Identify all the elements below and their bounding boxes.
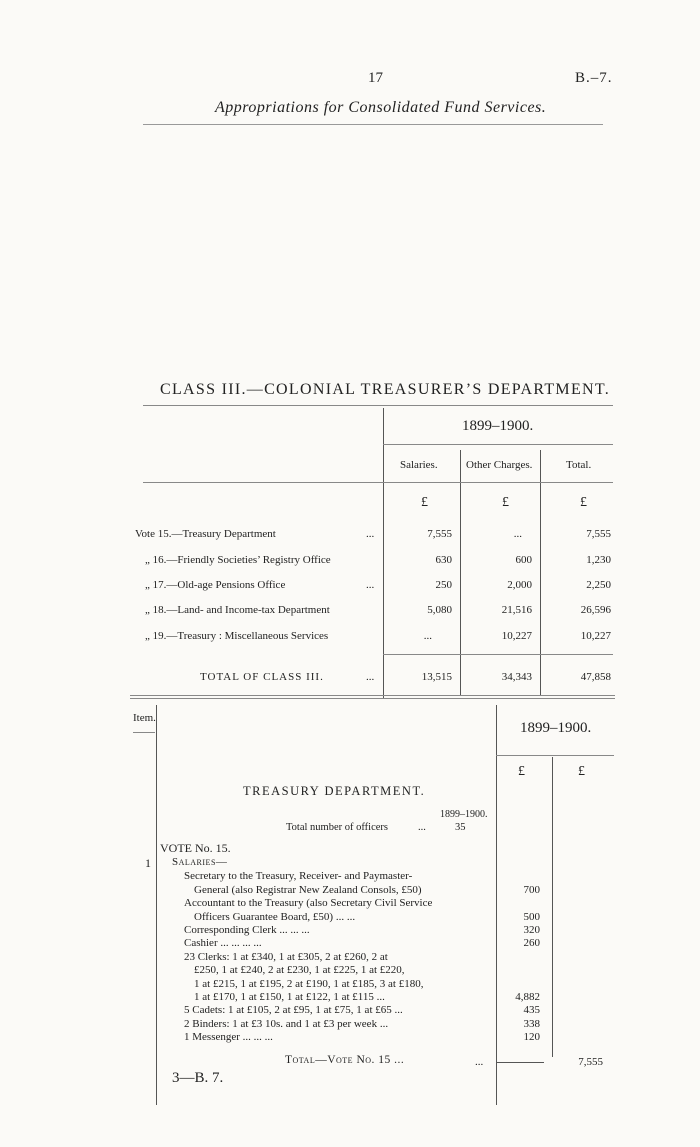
vote-row-salaries: 7,555 (427, 528, 452, 540)
vote-row-total: 1,230 (586, 554, 611, 566)
item-number: 1 (145, 856, 151, 870)
officers-dots: ... (418, 822, 426, 833)
col-other-header: Other Charges. (466, 459, 533, 471)
vote-row-label: Vote 15.—Treasury Department (135, 528, 276, 540)
detail-year-rule (496, 755, 614, 756)
vote-row-total: 10,227 (580, 630, 611, 642)
salary-line: Secretary to the Treasury, Receiver- and Paymaster- (184, 870, 413, 882)
class-total-other: 34,343 (501, 671, 532, 683)
summary-subtotal-rule (383, 654, 613, 655)
vote-total-dots: ... (475, 1056, 484, 1068)
salary-line: Accountant to the Treasury (also Secretary Civil Service (184, 897, 433, 909)
detail-year-heading: 1899–1900. (520, 720, 592, 736)
vote-row-other: 600 (515, 554, 532, 566)
signature-mark: 3—B. 7. (172, 1070, 224, 1086)
vote-row-label: „ 17.—Old-age Pensions Office (145, 579, 286, 591)
vote-row-label: „ 19.—Treasury : Miscellaneous Services (145, 630, 329, 642)
summary-top-rule (143, 405, 613, 406)
currency-other: £ (502, 495, 509, 510)
salary-amount: 435 (523, 1004, 540, 1016)
class-total-dots: ... (366, 671, 375, 683)
summary-col-divider-1 (460, 450, 461, 695)
salary-line: £250, 1 at £240, 2 at £230, 1 at £225, 1 at £220, (194, 964, 405, 976)
salary-amount: 260 (523, 937, 540, 949)
salary-line: General (also Registrar New Zealand Consols, £50) (194, 884, 422, 896)
detail-currency-2: £ (578, 764, 585, 779)
vote-row-other: 21,516 (501, 604, 532, 616)
summary-header-rule (143, 482, 613, 483)
salary-line: Corresponding Clerk ... ... ... (184, 924, 310, 936)
vote-row-dots: ... (366, 528, 375, 540)
class-total-total: 47,858 (580, 671, 611, 683)
salary-amount: 338 (523, 1018, 540, 1030)
currency-salaries: £ (421, 495, 428, 510)
vote-row-total: 2,250 (586, 579, 611, 591)
col-salaries-header: Salaries. (400, 459, 438, 471)
salary-amount: 120 (523, 1031, 540, 1043)
class-total-label: TOTAL OF CLASS III. (200, 671, 324, 683)
salary-line: 1 Messenger ... ... ... (184, 1031, 273, 1043)
class-heading: CLASS III.—COLONIAL TREASURER’S DEPARTMENT. (160, 381, 611, 398)
col-total-header: Total. (566, 459, 592, 471)
vote-heading: VOTE No. 15. (160, 841, 231, 855)
header-rule (143, 124, 603, 125)
vote-row-salaries: 5,080 (427, 604, 452, 616)
summary-year-heading: 1899–1900. (462, 418, 534, 434)
vote-row-total: 26,596 (580, 604, 611, 616)
summary-col-divider-2 (540, 450, 541, 695)
officers-count: 35 (455, 822, 466, 833)
vote-row-other: ... (513, 528, 522, 540)
officers-year: 1899–1900. (440, 809, 488, 820)
vote-row-label: „ 16.—Friendly Societies’ Registry Office (145, 554, 331, 566)
item-column-header: Item. (133, 712, 156, 724)
salary-line: 23 Clerks: 1 at £340, 1 at £305, 2 at £260, 2 at (184, 951, 388, 963)
salaries-heading: Salaries— (172, 856, 228, 868)
salary-line: 5 Cadets: 1 at £105, 2 at £95, 1 at £75, 1 at £65 ... (184, 1004, 403, 1016)
vote-row-other: 2,000 (507, 579, 532, 591)
section-divider-rule (130, 695, 615, 696)
salary-amount: 4,882 (515, 991, 540, 1003)
vote-row-salaries: 630 (435, 554, 452, 566)
section-divider-rule (130, 698, 615, 699)
salary-amount: 700 (523, 884, 540, 896)
detail-col-divider (552, 757, 553, 1057)
officers-label: Total number of officers (286, 822, 388, 833)
vote-row-total: 7,555 (586, 528, 611, 540)
salary-amount: 500 (523, 911, 540, 923)
page-subtitle: Appropriations for Consolidated Fund Services. (215, 99, 547, 116)
vote-total-rule (496, 1062, 544, 1063)
vote-row-salaries: 250 (435, 579, 452, 591)
salary-line: 2 Binders: 1 at £3 10s. and 1 at £3 per week ... (184, 1018, 389, 1030)
item-header-rule (133, 732, 155, 733)
page-number: 17 (368, 70, 383, 86)
vote-total-label: Total—Vote No. 15 ... (285, 1054, 405, 1066)
vote-row-salaries: ... (423, 630, 432, 642)
salary-line: Cashier ... ... ... ... (184, 937, 262, 949)
vote-row-dots: ... (366, 579, 375, 591)
item-column-divider (156, 705, 157, 1105)
salary-amount: 320 (523, 924, 540, 936)
amount-column-divider (496, 705, 497, 1105)
vote-total-amount: 7,555 (578, 1056, 603, 1068)
summary-year-rule (383, 444, 613, 445)
class-total-salaries: 13,515 (421, 671, 452, 683)
vote-row-label: „ 18.—Land- and Income-tax Department (145, 604, 330, 616)
currency-total: £ (580, 495, 587, 510)
salary-line: Officers Guarantee Board, £50) ... ... (194, 911, 356, 923)
salary-line: 1 at £170, 1 at £150, 1 at £122, 1 at £115 ... (194, 991, 385, 1003)
vote-row-other: 10,227 (501, 630, 532, 642)
salary-line: 1 at £215, 1 at £195, 2 at £190, 1 at £185, 3 at £180, (194, 978, 424, 990)
section-title: TREASURY DEPARTMENT. (243, 784, 426, 798)
document-reference: B.–7. (575, 70, 613, 86)
detail-currency-1: £ (518, 764, 525, 779)
